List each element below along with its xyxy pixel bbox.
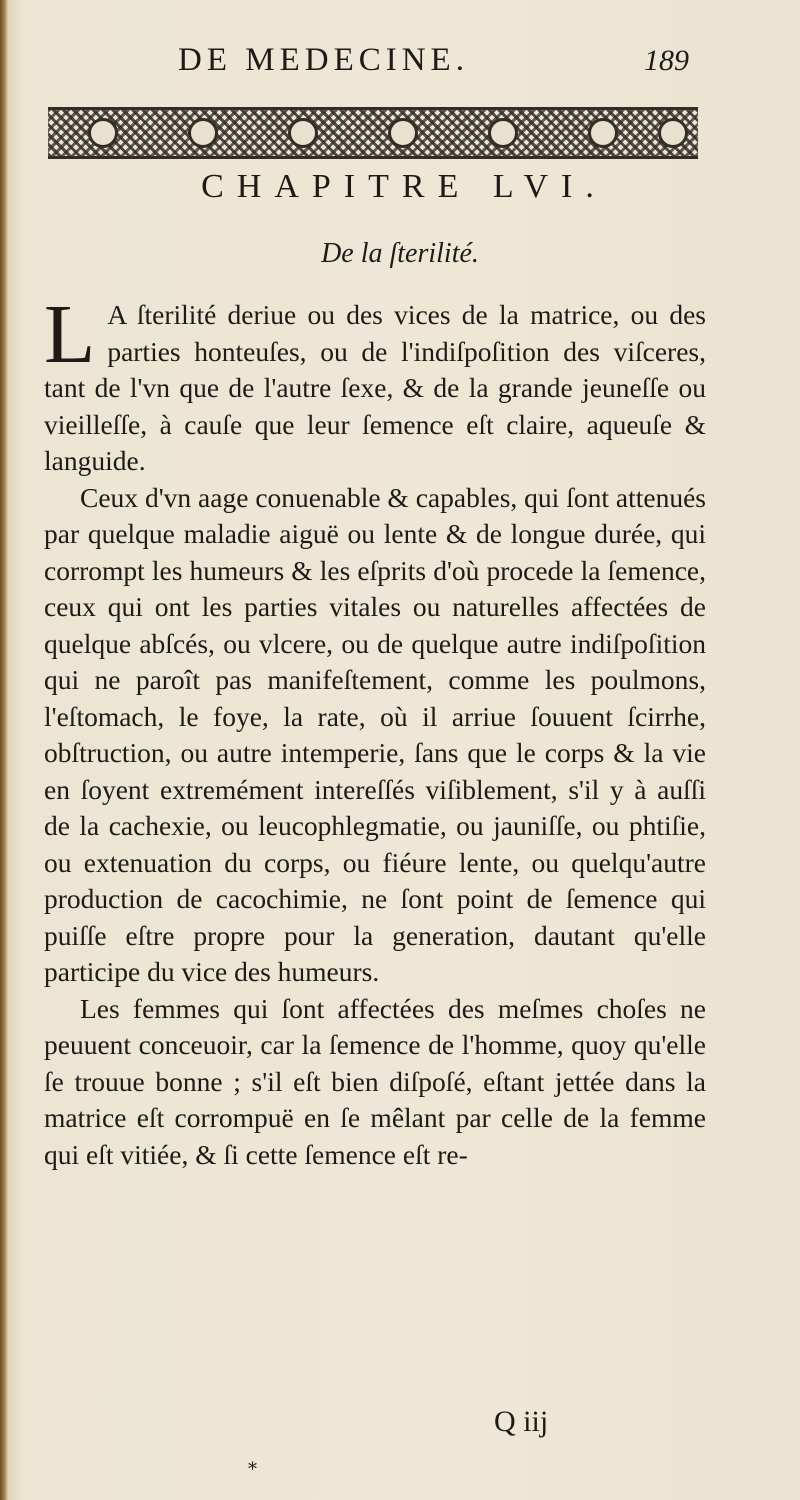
drop-cap-letter: L xyxy=(44,288,96,381)
decorative-headpiece-ornament xyxy=(48,107,698,159)
ornament-knot xyxy=(288,118,318,148)
page-header xyxy=(0,38,800,88)
ornament-knot xyxy=(388,118,418,148)
paragraph-3: Les femmes qui ſont affectées des meſmes choſes ne peuuent conceuoir, car la ſemence de l'homme, quoy qu'elle ſe trouue bonne ; s'il eſt bien diſpoſé, eſtant jettée dans la matrice eſt corrompuë en ſe mêlant par celle de la femme qui eſt vitiée, & ſi cette ſemence eſt re- xyxy=(44,992,706,1170)
page-number: 189 xyxy=(644,44,689,77)
ornament-knot xyxy=(188,118,218,148)
paragraph-1 xyxy=(44,288,706,480)
running-title: DE MEDECINE. xyxy=(178,42,469,78)
printer-signature-mark: Q iij xyxy=(494,1405,549,1438)
paragraph-1-text: A ſterilité deriue ou des vices de la matrice, ou des parties honteuſes, ou de l'indiſpoſition des viſceres, tant de l'vn que de l'autre ſexe, & de la grande jeuneſſe ou vieilleſſe, à cauſe que leur ſemence eſt claire, aqueuſe & languide. xyxy=(44,299,706,476)
ornament-knot xyxy=(88,118,118,148)
ornament-knot xyxy=(658,118,688,148)
chapter-title: CHAPITRE LVI. xyxy=(201,168,607,205)
book-spine-edge xyxy=(0,0,8,1500)
body-text xyxy=(44,288,706,1173)
ornament-knot xyxy=(588,118,618,148)
chapter-subtitle: De la ſterilité. xyxy=(321,238,479,269)
footer-mark: * xyxy=(248,1459,257,1480)
paragraph-2: Ceux d'vn aage conuenable & capables, qui ſont attenués par quelque maladie aiguë ou lente & de longue durée, qui corrompt les humeurs & les eſprits d'où procede la ſemence, ceux qui ont les parties vitales ou naturelles affectées de quelque abſcés, ou vlcere, ou de quelque autre indiſpoſition qui ne paroît pas manifeſtement, comme les poulmons, l'eſtomach, le foye, la rate, où il arriue ſouuent ſcirrhe, obſtruction, ou autre intemperie, ſans que le corps & la vie en ſoyent extremément intereſſés viſiblement, s'il y à auſſi de la cachexie, ou leucophlegmatie, ou jauniſſe, ou phtiſie, ou extenuation du corps, ou fiéure lente, ou quelqu'autre production de cacochimie, ne ſont point de ſemence qui puiſſe eſtre propre pour la generation, dautant qu'elle participe du vice des humeurs. xyxy=(44,481,706,987)
ornament-knot xyxy=(488,118,518,148)
